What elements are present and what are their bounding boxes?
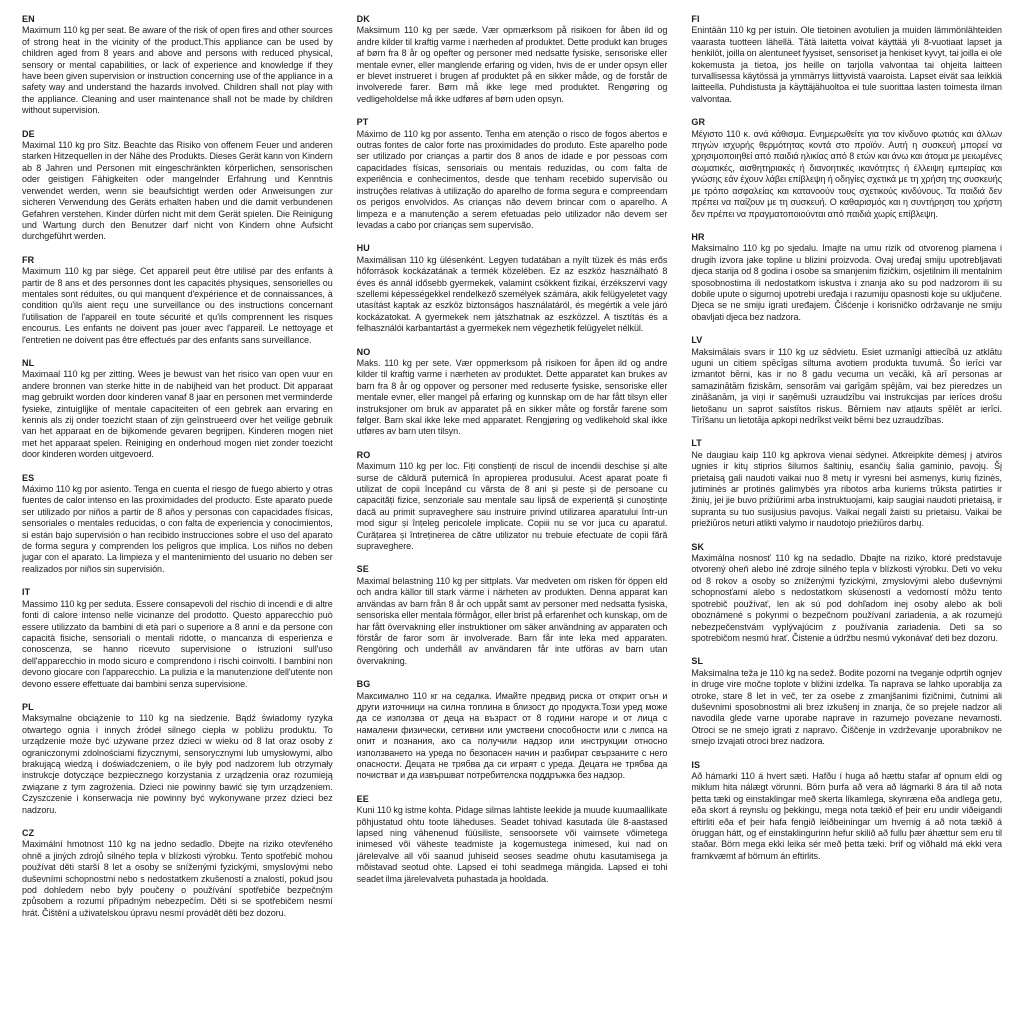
lang-section-ee	[357, 794, 668, 885]
lang-text: Maximum 110 kg per loc. Fiți conștienți de riscul de incendii deschise și alte surse de căldură puternică în apropierea produsului. Acest aparat poate fi utilizat de copii începând cu vârsta de 8 ani și peste și de persoane cu capacități fizice, senzoriale sau mentale sau lipsă de experiență și cunoștințe dacă au primit supraveghere sau instruire privind utilizarea aparatului într-un mod sigur și înțeleg pericolele implicate. Copiii nu se vor juca cu aparatul. Curățarea și întreținerea de către utilizator nu trebuie efectuate de copii fără supraveghere.	[356, 461, 668, 552]
lang-section-se	[357, 564, 668, 667]
lang-section-lv	[691, 335, 1002, 426]
lang-text: Maximal 110 kg pro Sitz. Beachte das Risiko von offenem Feuer und anderen starken Hitzequellen in der Nähe des Produkts. Dieses Gerät kann von Kindern ab 8 Jahren und Personen mit eingeschränkten körperlichen, sensorischen oder geistigen Fähigkeiten oder mangelnder Erfahrung und Kenntnis verwendet werden, wenn sie beaufsichtigt werden oder Anweisungen zur sicheren Verwendung des Geräts erhalten haben und die damit verbundenen Gefahren verstehen. Kinder dürfen nicht mit dem Gerät spielen. Die Reinigung und Wartung durch den Benutzer darf nicht von Kindern ohne Aufsicht durchgeführt werden.	[22, 140, 333, 242]
lang-code: NL	[22, 357, 35, 368]
lang-code: SL	[691, 656, 704, 667]
lang-section-de	[22, 129, 333, 243]
lang-code: LV	[691, 335, 703, 346]
lang-section-sl	[691, 656, 1002, 747]
lang-section-bg	[357, 679, 668, 782]
lang-section-pt	[357, 117, 668, 231]
lang-code: LT	[691, 438, 702, 449]
lang-section-lt	[691, 438, 1002, 529]
lang-code: DE	[22, 128, 35, 139]
lang-text: Að hámarki 110 á hvert sæti. Hafðu í huga að hættu stafar af opnum eldi og miklum hita nálægt vörunni. Börn þurfa að vera að lágmarki 8 ára til að nota þetta tæki og einstaklingar með skerta líkamlega, skynræna eða andlega getu, eða skort á reynslu og þekkingu, mega nota tækið ef þeir eru undir viðeigandi eftirliti eða ef þeir hafa fengið leiðbeiningar um hvernig á að nota tækið á öruggan hátt, og ef einstaklingurinn hefur skilið að fullu þær áhættur sem eru til staðar. Börn mega ekki leika sér með þetta tæki. Þrif og viðhald má ekki vera framkvæmt af börnum án eftirlits.	[691, 770, 1003, 861]
lang-text: Maximální hmotnost 110 kg na jedno sedadlo. Dbejte na riziko otevřeného ohně a jiných zdrojů silného tepla v blízkosti výrobku. Tento spotřebič mohou používat děti starší 8 let a osoby se sníženými fyzickými, smyslovými nebo duševními schopnostmi nebo s nedostatkem zkušeností a znalostí, pokud jsou pod dohledem nebo byly poučeny o používání spotřebiče bezpečným způsobem a rozumí případným nebezpečím. Děti si se spotřebičem nesmí hrát. Čištění a uživatelskou úpravu nesmí provádět děti bez dozoru.	[22, 839, 333, 918]
lang-text: Maksimalna teža je 110 kg na sedež. Bodite pozorni na tveganje odprtih ognjev in druge vire močne toplote v bližini izdelka. Ta naprava se lahko uporablja za otroke, stare 8 let in več, ter za osebe z zmanjšanimi fizičnimi, čutnimi ali duševnimi sposobnostmi ali brez izkušenj in znanja, če so prejele nadzor ali navodila glede varne uporabe naprave in razumejo povezane nevarnosti. Otroci se ne smejo igrati z napravo. Čiščenje in vzdrževanje uporabnikov ne smejo izvajati otroci brez nadzora.	[691, 667, 1003, 747]
lang-text: Maximálisan 110 kg ülésenként. Legyen tudatában a nyílt tüzek és más erős hőforrások kockázatának a termék közelében. Ez az eszköz használható 8 éves és annál idősebb gyermekek, valamint csökkent fizikai, érzékszervi vagy szellemi képességekkel rendelkező személyek számára, akik felügyeletet vagy utasítást kaptak az eszköz biztonságos használatáról, és megértik a vele járó kockázatokat. A gyermekek nem játszhatnak az eszközzel. A tisztítás és a felhasználói karbantartást a gyermekek nem végezhetik felügyelet nélkül.	[356, 254, 668, 334]
lang-text: Maksimālais svars ir 110 kg uz sēdvietu. Esiet uzmanīgi attiecībā uz atklātu uguni un citiem spēcīgas siltuma avotiem produkta tuvumā. Šo ierīci var izmantot bērni, kas ir no 8 gadu vecuma un vecāki, kā arī personas ar samazinātām fiziskām, sensorām vai garīgām spējām, vai bez pieredzes un zināšanām, ja viņi ir saņēmuši uzraudzību vai instrukcijas par ierīces drošu lietošanu un saprot saistītos riskus. Bērniem nav atļauts spēlēt ar ierīci. Tīrīšanu un lietotāja apkopi nedrīkst veikt bērni bez uzraudzības.	[691, 346, 1003, 425]
lang-text: Massimo 110 kg per seduta. Essere consapevoli del rischio di incendi e di altre fonti di calore intenso nelle vicinanze del prodotto. Questo apparecchio può essere utilizzato da bambini di età pari o superiore a 8 anni e da persone con capacità fisiche, sensoriali o mentali ridotte, o mancanza di esperienza e conoscenza, se hanno ricevuto supervisione o istruzioni sull'uso dell'apparecchio in modo sicuro e comprendono i rischi coinvolti. I bambini non devono giocare con l'apparecchio. La pulizia e la manutenzione dell'utente non devono essere effettuate dai bambini senza supervisione.	[22, 598, 333, 689]
lang-section-ro	[357, 450, 668, 553]
lang-section-pl	[22, 702, 333, 816]
lang-section-dk	[357, 14, 668, 105]
lang-text: Ne daugiau kaip 110 kg apkrova vienai sėdynei. Atkreipkite dėmesį į atviros ugnies ir kitų stiprios šilumos šaltinių, esančių šalia gaminio, pavojų. Šį prietaisą gali naudoti vaikai nuo 8 metų ir vyresni bei asmenys, kurių fizinės, jutiminės ar protinės galimybės yra ribotos arba kuriems trūksta patirties ir žinių, jei jie buvo prižiūrimi arba instruktuojami, kaip saugiai naudoti prietaisą, ir supranta su tuo susijusius pavojus. Vaikai negali žaisti su prietaisu. Vaikai be priežiūros neturi atlikti valymo ir naudotojo priežiūros darbų.	[691, 449, 1003, 529]
lang-section-no	[357, 347, 668, 438]
lang-code: HR	[691, 231, 705, 242]
lang-section-es	[22, 473, 333, 576]
lang-text: Máximo 110 kg por asiento. Tenga en cuenta el riesgo de fuego abierto y otras fuentes de calor intenso en las proximidades del producto. Este aparato puede ser utilizado por niños a partir de 8 años y personas con capacidades físicas, sensoriales o mentales reducidas, o con falta de experiencia y conocimientos, si están bajo supervisión o han recibido instrucciones sobre el uso del aparato de forma segura y comprenden los peligros que implica. Los niños no deben jugar con el aparato. La limpieza y el mantenimiento del usuario no deben ser realizados por niños sin supervisión.	[22, 484, 333, 574]
lang-code: IS	[691, 759, 701, 770]
lang-text: Máximo de 110 kg por assento. Tenha em atenção o risco de fogos abertos e outras fontes de calor forte nas proximidades do produto. Este aparelho pode ser utilizado por crianças a partir dos 8 anos de idade e por pessoas com capacidades físicas, sensoriais ou mentais reduzidas, ou com falta de experiência e conhecimentos, desde que tenham recebido supervisão ou instruções relativas à utilização do aparelho de forma segura e compreendam os perigos envolvidos. As crianças não devem brincar com o aparelho. A limpeza e a manutenção a serem efetuadas pelo utilizador não devem ser levadas a cabo por crianças sem supervisão.	[356, 128, 668, 230]
lang-text: Maximum 110 kg per seat. Be aware of the risk of open fires and other sources of strong heat in the vicinity of the product.This appliance can be used by children aged from 8 years and above and persons with reduced physical, sensory or mental capabilities, or lack of experience and knowledge if they have been given supervision or instruction concerning use of the appliance in a safety way and understand the hazards involved. Children shall not play with the appliance. Cleaning and user maintenance shall not be made by children without supervision.	[22, 25, 333, 116]
lang-section-hr	[691, 232, 1002, 323]
lang-code: PT	[356, 117, 369, 128]
lang-code: SK	[691, 541, 705, 552]
lang-code: CZ	[22, 828, 35, 838]
lang-code: RO	[356, 449, 371, 460]
lang-code: HU	[356, 243, 370, 254]
lang-section-cz	[22, 828, 333, 919]
lang-text: Maksimalno 110 kg po sjedalu. Imajte na umu rizik od otvorenog plamena i drugih izvora jake topline u blizini proizvoda. Ovaj uređaj smiju upotrebljavati djeca starija od 8 godina i osobe sa smanjenim fizičkim, osjetilnim ili mentalnim sposobnostima ili nedostatkom iskustva i znanja ako su pod nadzorom ili su dobile upute o sigurnoj upotrebi uređaja i razumiju opasnosti koje su uključene. Djeca se ne smiju igrati uređajem. Čišćenje i korisničko održavanje ne smiju obavljati djeca bez nadzora.	[691, 243, 1003, 322]
column-2	[357, 14, 668, 1014]
lang-code: EE	[356, 793, 369, 804]
lang-text: Enintään 110 kg per istuin. Ole tietoinen avotulien ja muiden lämmönlähteiden vaarasta tuotteen lähellä. Tätä laitetta voivat käyttää yli 8-vuotiaat lapset ja henkilöt, joilla on alentuneet fyysiset, sensoriset ja henkiset kyvyt, tai joilla ei ole kokemusta ja tietoa, jos heille on tarjolla valvontaa tai ohjeita laitteen turvallisessa käytössä ja ymmärrys liittyvistä vaaroista. Lapset eivät saa leikkiä laitteella. Puhdistusta ja käyttäjähuoltoa ei tule suorittaa lasten toimesta ilman valvontaa.	[691, 25, 1003, 104]
lang-text: Μέγιστο 110 κ. ανά κάθισμα. Ενημερωθείτε για τον κίνδυνο φωτιάς και άλλων πηγών ισχυρής θερμότητας κοντά στο προϊόν. Αυτή η συσκευή μπορεί να χρησιμοποιηθεί από παιδιά ηλικίας από 8 ετών και άνω και άτομα με μειωμένες σωματικές, αισθητηριακές ή διανοητικές ικανότητες ή έλλειψη εμπειρίας και γνώσης εάν έχουν λάβει επίβλεψη ή οδηγίες σχετικά με τη χρήση της συσκευής με τρόπο ασφαλείας και κατανοούν τους σχετικούς κινδύνους. Τα παιδιά δεν πρέπει να παίζουν με τη συσκευή. Ο καθαρισμός και η συντήρηση του χρήστη δεν πρέπει να πραγματοποιούνται από παιδιά χωρίς επίβλεψη.	[691, 128, 1003, 219]
lang-section-is	[691, 760, 1002, 863]
lang-text: Maks. 110 kg per sete. Vær oppmerksom på risikoen for åpen ild og andre kilder til kraftig varme i nærheten av produktet. Dette apparatet kan brukes av barn fra 8 år og oppover og personer med reduserte fysiske, sensoriske eller mentale evner, eller mangel på erfaring og kunnskap om de har fått tilsyn eller instruksjoner om bruk av apparatet på en sikker måte og forstår farene som følger. Barn skal ikke leke med apparatet. Rengjøring og vedlikehold skal ikke utføres av barn uten tilsyn.	[356, 357, 668, 437]
lang-text: Maximálna nosnosť 110 kg na sedadlo. Dbajte na riziko, ktoré predstavuje otvorený oheň alebo iné zdroje silného tepla v blízkosti výrobku. Deti vo veku od 8 rokov a osoby so zníženými fyzickými, zmyslovými alebo duševnými schopnosťami alebo s nedostatkom skúseností a vedomostí môžu tento spotrebič používať, len ak sú pod dohľadom inej osoby alebo ak boli oboznámené s pokynmi o bezpečnom používaní zariadenia, a ak rozumejú nebezpečenstvám vyplývajúcim z používania zariadenia. Deti sa so spotrebičom nesmú hrať. Čistenie a údržbu nesmú vykonávať deti bez dozoru.	[691, 553, 1003, 643]
lang-text: Maximal belastning 110 kg per sittplats. Var medveten om risken för öppen eld och andra källor till stark värme i närheten av produkten. Denna apparat kan användas av barn från 8 år och uppåt samt av personer med nedsatta fysiska, sensoriska eller mentala förmågor, eller brist på erfarenhet och kunskap, om de har fått övervakning eller instruktioner om säker användning av apparaten och förstår de faror som är involverade. Barn får inte leka med apparaten. Rengöring och underhåll av användaren får inte utföras av barn utan övervakning.	[356, 575, 668, 666]
lang-section-fr	[22, 255, 333, 346]
lang-text: Maximaal 110 kg per zitting. Wees je bewust van het risico van open vuur en andere bronnen van sterke hitte in de nabijheid van het product. Dit apparaat mag gebruikt worden door kinderen vanaf 8 jaar en personen met verminderde fysieke, zintuiglijke of mentale capaciteiten of een gebrek aan ervaring en kennis als zij onder toezicht staan of zijn geïnstrueerd over het veilige gebruik van het apparaat en de bijkomende gevaren begrijpen. Kinderen mogen niet met het apparaat spelen. Reiniging en onderhoud mogen niet zonder toezicht door kinderen worden uitgevoerd.	[22, 369, 333, 460]
lang-code: FI	[691, 14, 700, 24]
lang-section-hu	[357, 243, 668, 334]
column-1	[22, 14, 333, 1014]
lang-section-sk	[691, 542, 1002, 645]
lang-section-it	[22, 587, 333, 690]
lang-text: Maksimum 110 kg per sæde. Vær opmærksom på risikoen for åben ild og andre kilder til kraftig varme i nærheden af produktet. Dette produkt kan bruges af børn fra 8 år og opefter og personer med nedsatte fysiske, sensoriske eller mentale evner, eller manglende erfaring og viden, hvis de er under opsyn eller er blevet instrueret i brugen af produktet på en sikker måde, og de forstår de involverede farer. Børn må ikke lege med produktet. Rengøring og vedligeholdelse må ikke udføres af børn uden opsyn.	[356, 25, 668, 104]
lang-section-nl	[22, 358, 333, 461]
lang-section-gr	[691, 117, 1002, 220]
lang-text: Kuni 110 kg istme kohta. Pidage silmas lahtiste leekide ja muude kuumaallikate põhjustatud ohtu toote läheduses. Seadet tohivad kasutada üle 8-aastased lapsed ning vähenenud füüsiliste, sensoorsete või vaimsete võimetega inimesed või väheste teadmiste ja kogemustega inimesed, kui nad on järelevalve all või saanud juhiseid seoses seadme ohutu kasutamisega ja mõistavad seotud ohte. Lapsed ei tohi seadmega mängida. Lapsed ei tohi seadet ilma järelevalveta puhastada ja hooldada.	[356, 805, 668, 884]
lang-section-fi	[691, 14, 1002, 105]
lang-text: Максимално 110 кг на седалка. Имайте предвид риска от открит огън и други източници на силна топлина в близост до продукта.Този уред може да се използва от деца на възраст от 8 години нагоре и от лица с намалени физически, сетивни или умствени способности или с липса на опит и познания, ако са получили надзор или инструкции относно използването на уреда по безопасен начин и разбират свързаните с него опасности. Децата не трябва да си играят с уреда. Децата не трябва да почистват и да извършват потребителска поддръжка без надзор.	[356, 690, 668, 781]
lang-code: IT	[22, 587, 31, 598]
lang-code: EN	[22, 14, 35, 24]
column-3	[691, 14, 1002, 1014]
lang-text: Maximum 110 kg par siège. Cet appareil peut être utilisé par des enfants à partir de 8 ans et des personnes dont les capacités physiques, sensorielles ou mentales sont réduites, ou qui manquent d'expérience et de connaissances, à condition qu'ils aient reçu une surveillance ou des instructions concernant l'utilisation de l'appareil en toute sécurité et qu'ils comprennent les risques encourus. Les enfants ne doivent pas jouer avec l'appareil. Le nettoyage et l'entretien ne doivent pas être effectués par des enfants sans surveillance.	[22, 266, 333, 345]
lang-code: SE	[356, 564, 369, 575]
lang-code: BG	[356, 679, 371, 690]
lang-code: NO	[356, 346, 371, 357]
lang-text: Maksymalne obciążenie to 110 kg na siedzenie. Bądź świadomy ryzyka otwartego ognia i innych źródeł silnego ciepła w pobliżu produktu. To urządzenie może być używane przez dzieci w wieku od 8 lat oraz osoby z ograniczonymi zdolnościami fizycznymi, sensorycznymi lub umysłowymi, albo brakującą wiedzą i doświadczeniem, o ile były pod nadzorem lub otrzymały instrukcje dotyczące bezpiecznego korzystania z urządzenia oraz rozumieją związane z tym zagrożenia. Dzieci nie powinny bawić się tym urządzeniem. Czyszczenie i konserwacja nie powinny być wykonywane przez dzieci bez nadzoru.	[22, 713, 333, 815]
lang-code: FR	[22, 254, 35, 265]
lang-code: PL	[22, 701, 34, 712]
lang-code: ES	[22, 472, 35, 483]
lang-code: DK	[356, 14, 370, 24]
lang-section-en	[22, 14, 333, 117]
lang-code: GR	[691, 117, 706, 128]
